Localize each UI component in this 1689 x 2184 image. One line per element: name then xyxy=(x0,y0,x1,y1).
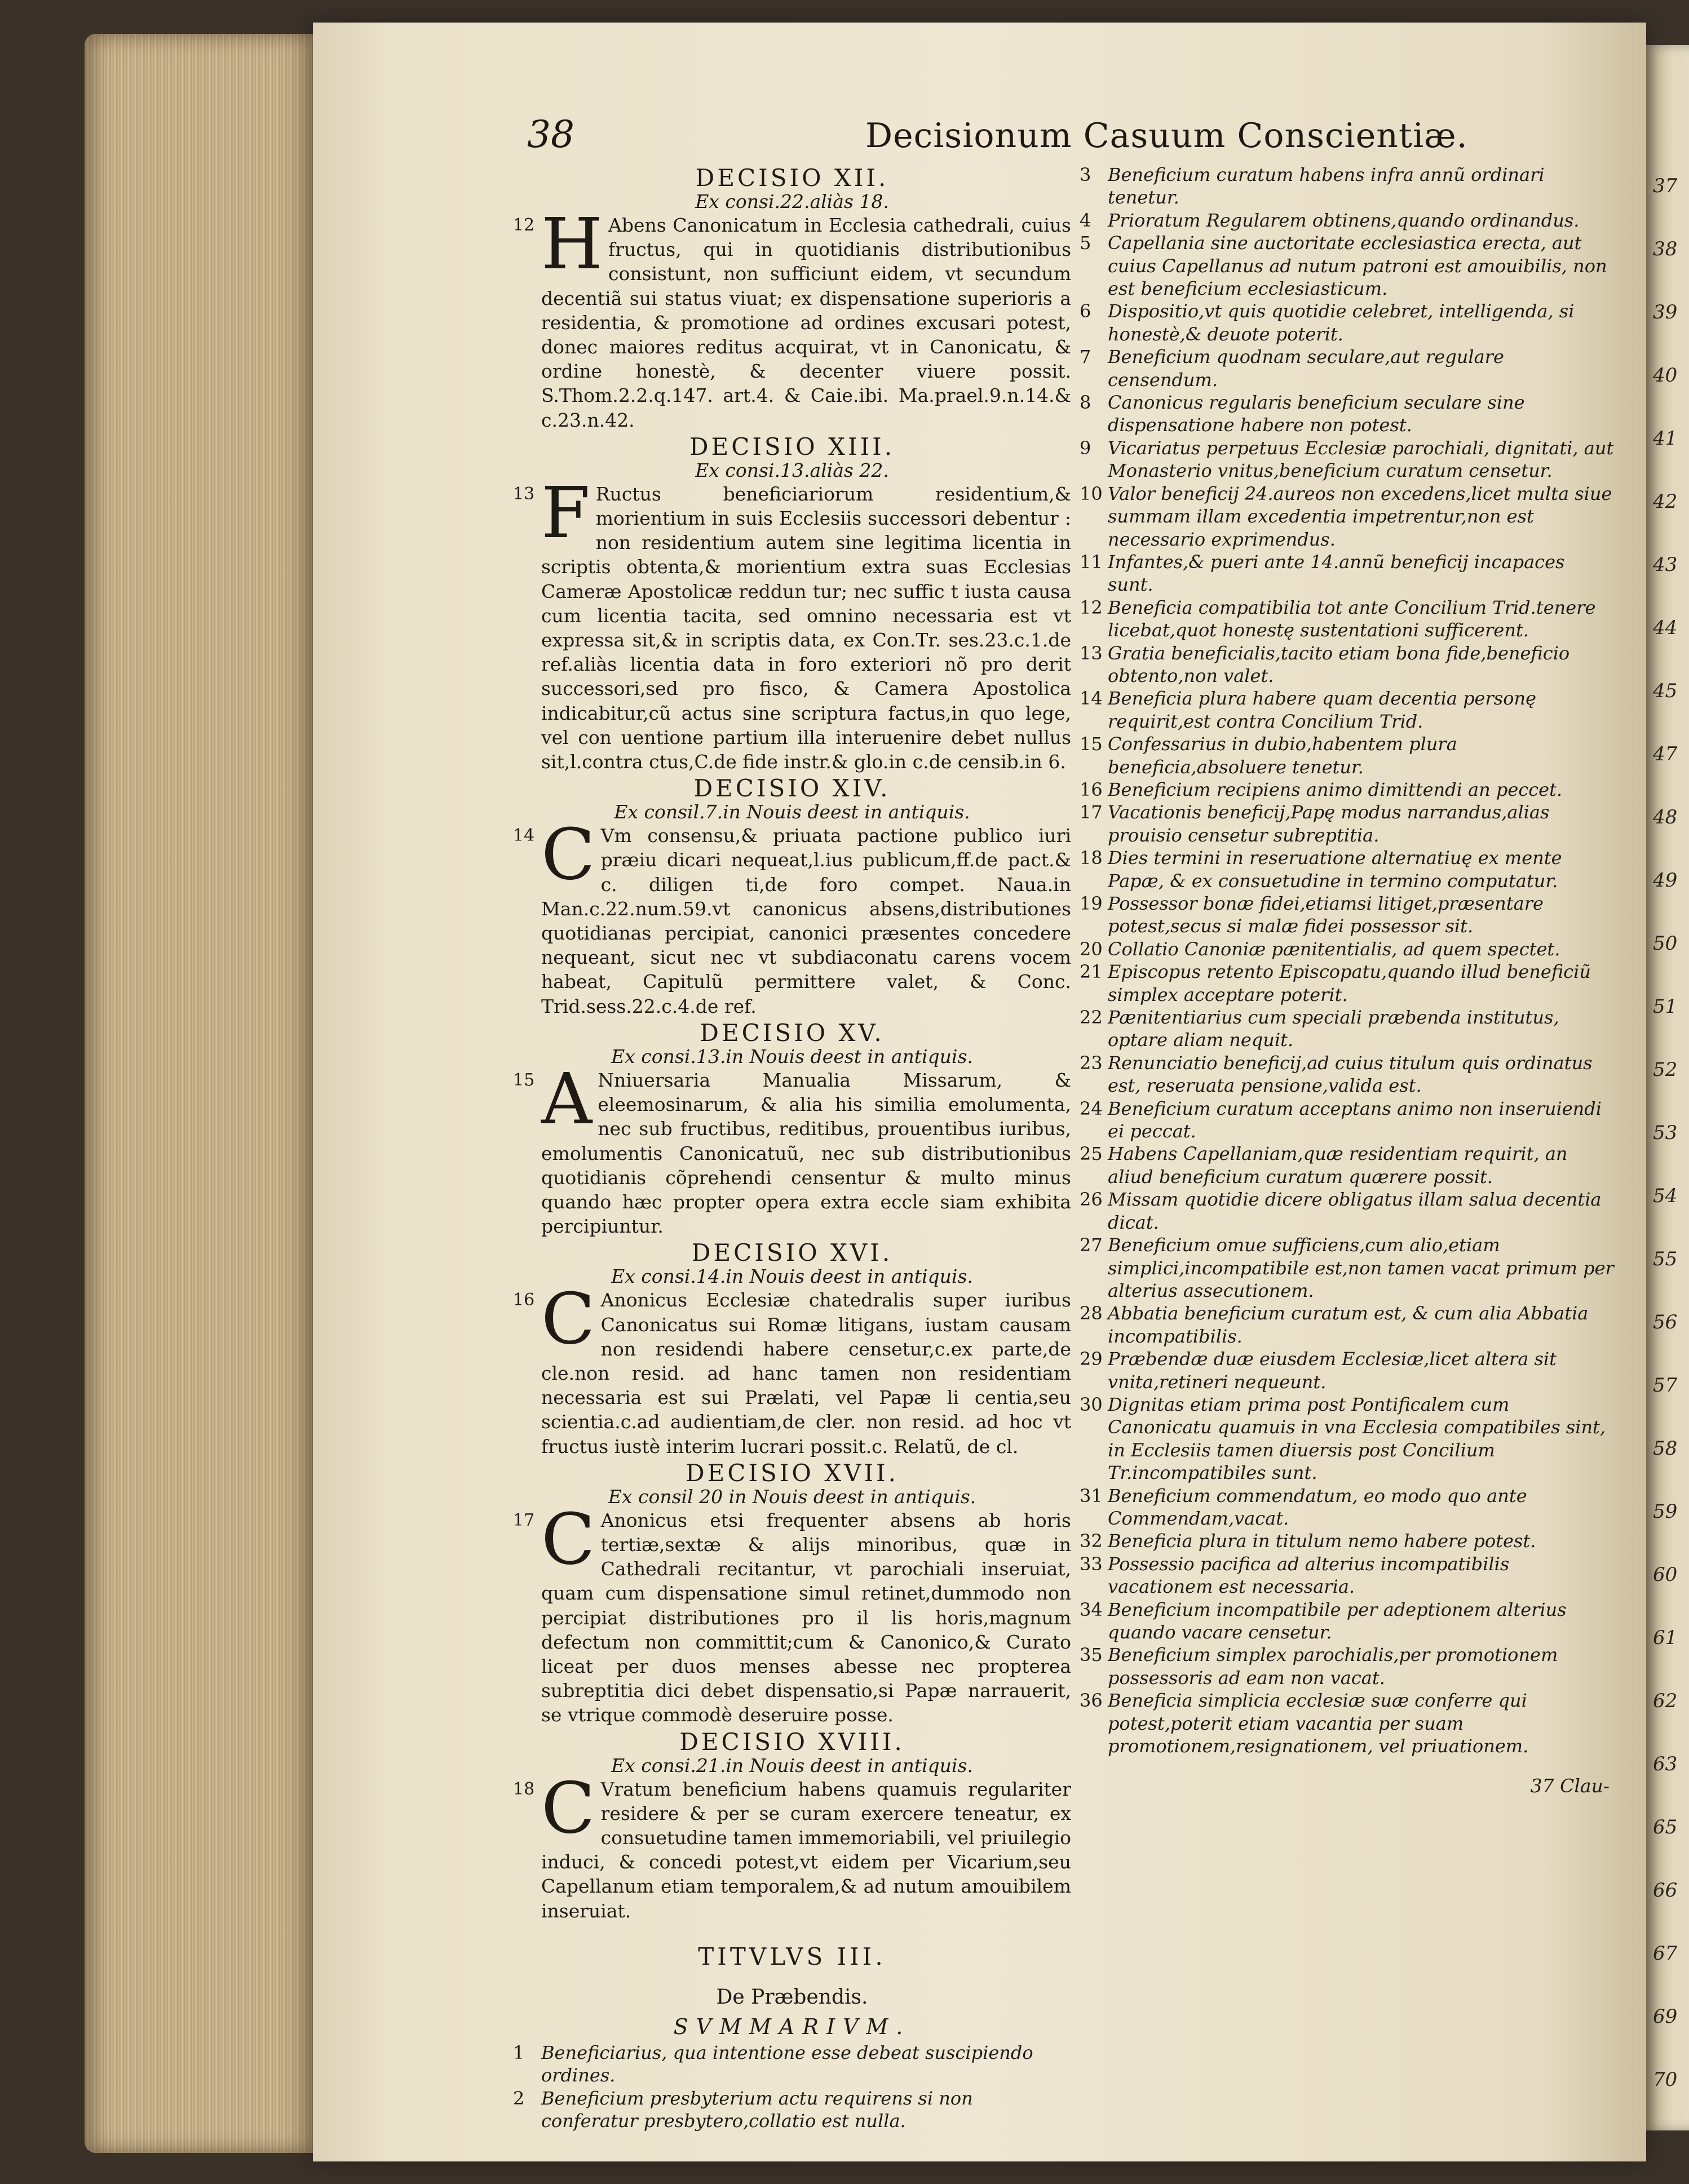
summary-item xyxy=(513,2041,1071,2087)
decision-text xyxy=(513,472,1071,774)
decision-heading: DECISIO XVII. xyxy=(686,1459,899,1487)
summary-item xyxy=(1080,1393,1615,1485)
margin-number: 52 xyxy=(1653,1058,1678,1081)
summary-number: 16 xyxy=(1080,778,1103,800)
margin-number: 58 xyxy=(1653,1437,1678,1460)
summary-item xyxy=(1080,1097,1615,1143)
summary-text: Dies termini in reseruatione alternatiuę ex mente Papæ, & ex consuetudine in termino computatur. xyxy=(1108,847,1562,892)
decision-heading: DECISIO XII. xyxy=(695,164,889,192)
summary-item xyxy=(1080,1302,1615,1348)
margin-number: 69 xyxy=(1653,2005,1678,2028)
summary-number: 23 xyxy=(1080,1052,1103,1074)
summary-text: Beneficia plura in titulum nemo habere potest. xyxy=(1108,1530,1536,1552)
summary-text: Episcopus retento Episcopatu,quando illud beneficiũ simplex acceptare poterit. xyxy=(1108,961,1591,1005)
summary-item xyxy=(1080,391,1615,437)
summary-item xyxy=(1080,1553,1615,1598)
margin-number: 14 xyxy=(513,826,535,846)
summary-number: 7 xyxy=(1080,346,1091,368)
summary-number: 2 xyxy=(513,2087,525,2109)
margin-number: 15 xyxy=(513,1070,535,1090)
margin-number: 39 xyxy=(1653,301,1678,324)
summary-item xyxy=(1080,1142,1615,1188)
summary-text: Beneficium incompatibile per adeptionem alterius quando vacare censetur. xyxy=(1108,1598,1567,1643)
summary-text: Beneficium quodnam seculare,aut regulare censendum. xyxy=(1108,346,1504,391)
decision-heading: DECISIO XV. xyxy=(700,1018,885,1047)
summary-number: 29 xyxy=(1080,1348,1103,1370)
decision-body: Vm consensu,& priuata pactione publico iuri præiu dicari nequeat,l.ius publicum,ff.de pact.& c. diligen ti,de foro compet. Naua.in Man.c.22.num.59.vt canonicus absens,distributiones quotidianas percipiat, canonici præsentes concedere nequeant, sicut nec vt subdiaconatu carens vocem habeat, Capitulũ permittere valet, & Conc. Trid.sess.22.c.4.de ref. xyxy=(541,825,1071,1017)
margin-number: 65 xyxy=(1653,1816,1678,1839)
margin-number: 18 xyxy=(513,1779,535,1799)
summary-text: Dispositio,vt quis quotidie celebret, intelligenda, si honestè,& deuote poterit. xyxy=(1108,300,1575,345)
margin-number: 59 xyxy=(1653,1500,1678,1523)
margin-number: 61 xyxy=(1653,1627,1678,1649)
drop-initial: C xyxy=(541,1767,595,1849)
summary-number: 27 xyxy=(1080,1234,1103,1256)
summary-text: Missam quotidie dicere obligatus illam salua decentia dicat. xyxy=(1108,1189,1602,1233)
margin-number: 63 xyxy=(1653,1753,1678,1775)
summary-item xyxy=(1080,1234,1615,1302)
drop-initial: C xyxy=(541,1498,595,1580)
margin-number: 70 xyxy=(1653,2068,1678,2091)
running-title: Decisionum Casuum Conscientiæ. xyxy=(865,116,1468,156)
summary-item xyxy=(1080,1006,1615,1052)
margin-number: 48 xyxy=(1653,806,1678,829)
summary-text: Beneficium omue sufficiens,cum alio,etiam simplici,incompatibile est,non tamen vacat primum per alterius assecutionem. xyxy=(1108,1234,1614,1301)
summary-text: Beneficia simplicia ecclesiæ suæ conferre qui potest,poterit etiam vacantia per suam promotionem,resignationem, vel priuationem. xyxy=(1108,1690,1529,1757)
summary-item xyxy=(1080,1530,1615,1552)
summary-item xyxy=(1080,232,1615,300)
summary-item xyxy=(1080,1689,1615,1757)
summary-item xyxy=(1080,437,1615,482)
summary-text: Infantes,& pueri ante 14.annũ beneficij incapaces sunt. xyxy=(1108,551,1565,596)
summary-item xyxy=(1080,551,1615,596)
summary-text: Pænitentiarius cum speciali præbenda institutus, optare aliam nequit. xyxy=(1108,1007,1559,1051)
summary-item xyxy=(1080,801,1615,847)
margin-number: 54 xyxy=(1653,1185,1678,1207)
decision-body: Anonicus etsi frequenter absens ab horis tertiæ,sextæ & alijs minoribus, quæ in Cathedrali recitantur, vt parochiali inseruiat, quam cum dispensatione simul retinet,dummodo non percipiat distributiones pro il lis horis,magnum defectum non committit;cum & Canonico,& Curato liceat per duos menses abesse nec propterea subreptitia dici debet dispensatio,si Papæ narrauerit, se vtrique commodè deseruire posse. xyxy=(541,1509,1071,1726)
decision-text xyxy=(513,814,1071,1018)
margin-number: 51 xyxy=(1653,995,1678,1018)
summary-number: 33 xyxy=(1080,1553,1103,1575)
decision-reference: Ex consi.21.in Nouis deest in antiquis. xyxy=(611,1754,973,1777)
summary-text: Canonicus regularis beneficium seculare sine dispensatione habere non potest. xyxy=(1108,392,1525,436)
summary-text: Prioratum Regularem obtinens,quando ordinandus. xyxy=(1108,209,1580,231)
summary-number: 10 xyxy=(1080,482,1103,504)
margin-number: 67 xyxy=(1653,1942,1678,1965)
summary-text: Beneficium recipiens animo dimittendi an peccet. xyxy=(1108,778,1563,800)
decision-body: Ructus beneficiariorum residentium,& morientium in suis Ecclesiis successori debentur : non residentium autem sine legitima licentia in scriptis obtenta,& morientium extra suas Ecclesias Cameræ Apostolicæ reddun tur; nec suffic t iusta causa cum licentia tacita, sed omnino necessaria est vt expressa sit,& in scriptis data, ex Con.Tr. ses.23.c.1.de ref.aliàs licentia data in foro exteriori nõ pro derit successori,sed pro fisco, & Camera Apostolica indicabitur,cũ actus sine scriptura factus,in quo lege, vel con uentione partium illa interuenire debet nullus sit,l.contra ctus,C.de fide instr.& glo.in c.de censib.in 6. xyxy=(541,482,1071,773)
summary-item xyxy=(1080,1188,1615,1234)
summary-number: 26 xyxy=(1080,1189,1103,1211)
summary-item xyxy=(513,2087,1071,2133)
summary-number: 3 xyxy=(1080,164,1091,185)
margin-number: 45 xyxy=(1653,680,1678,702)
decision-reference: Ex consi.13.in Nouis deest in antiquis. xyxy=(611,1045,973,1067)
summary-number: 8 xyxy=(1080,392,1091,414)
titulus-subheading: De Præbendis. xyxy=(716,1985,868,2009)
summary-item xyxy=(1080,642,1615,688)
margin-number: 60 xyxy=(1653,1563,1678,1586)
summary-item xyxy=(1080,938,1615,960)
summary-item xyxy=(1080,960,1615,1006)
summary-number: 1 xyxy=(513,2041,525,2063)
decision-reference: Ex consi.14.in Nouis deest in antiquis. xyxy=(611,1265,973,1288)
decision-text xyxy=(513,1058,1071,1238)
margin-number: 41 xyxy=(1653,427,1678,450)
next-page-margin-numbers xyxy=(1653,45,1689,2130)
margin-number: 44 xyxy=(1653,617,1678,639)
summary-number: 35 xyxy=(1080,1644,1103,1666)
summary-number: 13 xyxy=(1080,642,1103,664)
decision-text xyxy=(513,203,1071,432)
page-header xyxy=(527,113,1615,163)
drop-initial: A xyxy=(541,1058,593,1140)
summary-number: 9 xyxy=(1080,437,1091,459)
summary-text: Beneficium curatum habens infra annũ ordinari tenetur. xyxy=(1108,164,1545,209)
summary-number: 6 xyxy=(1080,300,1091,322)
summary-number: 30 xyxy=(1080,1393,1103,1415)
page-number: 38 xyxy=(527,113,574,156)
summary-item xyxy=(1080,1643,1615,1689)
margin-number: 49 xyxy=(1653,869,1678,892)
catchword: 37 Clau- xyxy=(1530,1775,1610,1797)
summary-text: Confessarius in dubio,habentem plura beneficia,absoluere tenetur. xyxy=(1108,733,1457,778)
margin-number: 12 xyxy=(513,215,535,235)
summary-number: 19 xyxy=(1080,893,1103,914)
summary-text: Possessor bonæ fidei,etiamsi litiget,præsentare potest,secus si malæ fidei possessor sit. xyxy=(1108,893,1544,937)
margin-number: 50 xyxy=(1653,932,1678,955)
summary-text: Beneficium simplex parochialis,per promotionem possessoris ad eam non vacat. xyxy=(1108,1644,1558,1689)
summary-text: Beneficium commendatum, eo modo quo ante Commendam,vacat. xyxy=(1108,1485,1527,1529)
drop-initial: H xyxy=(541,203,603,285)
decision-text xyxy=(513,1767,1071,1923)
summary-item xyxy=(1080,1485,1615,1530)
margin-number: 55 xyxy=(1653,1248,1678,1270)
margin-number: 13 xyxy=(513,484,535,504)
summary-text: Gratia beneficialis,tacito etiam bona fide,beneficio obtento,non valet. xyxy=(1108,642,1570,686)
margin-number: 47 xyxy=(1653,743,1678,765)
summary-number: 22 xyxy=(1080,1007,1103,1029)
page-edges xyxy=(85,34,313,2153)
summary-number: 36 xyxy=(1080,1690,1103,1712)
margin-number: 38 xyxy=(1653,238,1678,260)
decision-body: Nniuersaria Manualia Missarum, & eleemosinarum, & alia his similia emolumenta, nec sub fructibus, reditibus, prouentibus iuribus, emolumentis Canonicatuũ, nec sub distributionibus quotidianis cõprehendi censentur & multo minus quando hæc propter opera extra eccle siam exhibita percipiuntur. xyxy=(541,1069,1071,1238)
summary-item xyxy=(1080,482,1615,551)
summary-text: Vicariatus perpetuus Ecclesiæ parochiali, dignitati, aut Monasterio vnitus,beneficium curatum censetur. xyxy=(1108,437,1614,482)
summary-item xyxy=(1080,345,1615,391)
drop-initial: C xyxy=(541,1278,595,1361)
summary-text: Collatio Canoniæ pænitentialis, ad quem spectet. xyxy=(1108,938,1560,960)
summary-text: Beneficia compatibilia tot ante Concilium Trid.tenere licebat,quot honestę sustentationi sufficerent. xyxy=(1108,596,1596,641)
summary-number: 17 xyxy=(1080,801,1103,823)
summary-number: 31 xyxy=(1080,1485,1103,1507)
margin-number: 37 xyxy=(1653,175,1678,197)
decision-heading: DECISIO XVIII. xyxy=(679,1727,905,1756)
margin-number: 17 xyxy=(513,1510,535,1530)
summary-item xyxy=(1080,1598,1615,1644)
decision-reference: Ex consi.22.aliàs 18. xyxy=(695,191,889,212)
summary-number: 12 xyxy=(1080,596,1103,618)
summary-number: 4 xyxy=(1080,209,1091,231)
decision-reference: Ex consil.7.in Nouis deest in antiquis. xyxy=(614,801,970,823)
summary-item xyxy=(1080,892,1615,938)
summary-text: Abbatia beneficium curatum est, & cum alia Abbatia incompatibilis. xyxy=(1108,1303,1589,1347)
decision-body: Anonicus Ecclesiæ chatedralis super iuribus Canonicatus sui Romæ litigans, iustam causam non residendi habere censetur,c.ex parte,de cle.non resid. ad hanc tamen non residentiam necessaria est sui Prælati, vel Papæ li centia,seu scientia.c.ad audientiam,de cler. non resid. ad hoc vt fructus iustè interim lucrari possit.c. Relatũ, de cl. xyxy=(541,1289,1071,1458)
summary-text: Valor beneficij 24.aureos non excedens,licet multa siue summam illam excedentia impetrentur,non est necessario exprimendus. xyxy=(1108,482,1612,550)
decision-body: Abens Canonicatum in Ecclesia cathedrali, cuius fructus, qui in quotidianis distributionibus consistunt, non sufficiunt eidem, vt secundum decentiã sui status viuat; ex dispensatione superioris a residentia, & promotione ad ordines excusari potest, donec maiores reditus acquirat, vt in Canonicatu, & ordine honestè, & decenter viuere possit. S.Thom.2.2.q.147. art.4. & Caie.ibi. Ma.prael.9.n.14.& c.23.n.42. xyxy=(541,214,1071,431)
drop-initial: C xyxy=(541,814,595,896)
summarium-heading: SVMMARIVM. xyxy=(673,2014,911,2039)
margin-number: 53 xyxy=(1653,1122,1678,1144)
margin-number: 56 xyxy=(1653,1311,1678,1334)
decision-text xyxy=(513,1278,1071,1458)
decision-heading: DECISIO XIII. xyxy=(689,432,895,460)
summary-number: 14 xyxy=(1080,688,1103,710)
decision-body: Vratum beneficium habens quamuis regulariter residere & per se curam exercere teneatur, ex consuetudine tamen immemoriabili, vel priuilegio induci, & concedi potest,vt eidem per Vicarium,seu Capellanum etiam temporalem,& ad nutum amouibilem inseruiat. xyxy=(541,1778,1071,1922)
summary-text: Beneficia plura habere quam decentia personę requirit,est contra Concilium Trid. xyxy=(1108,688,1537,732)
summary-item xyxy=(1080,1052,1615,1097)
summary-number: 34 xyxy=(1080,1598,1103,1620)
summary-text: Possessio pacifica ad alterius incompatibilis vacationem est necessaria. xyxy=(1108,1553,1510,1598)
margin-number: 62 xyxy=(1653,1690,1678,1712)
summary-text: Renunciatio beneficij,ad cuius titulum quis ordinatus est, reseruata pensione,valida est. xyxy=(1108,1052,1593,1097)
margin-number: 57 xyxy=(1653,1374,1678,1397)
summary-number: 18 xyxy=(1080,847,1103,869)
summary-item xyxy=(1080,209,1615,232)
summary-text: Capellania sine auctoritate ecclesiastica erecta, aut cuius Capellanus ad nutum patroni est amouibilis, non est beneficium ecclesiasticum. xyxy=(1108,232,1607,300)
next-page-edge xyxy=(1646,45,1689,2130)
summary-text: Vacationis beneficij,Papę modus narrandus,alias prouisio censetur subreptitia. xyxy=(1108,801,1550,846)
summary-number: 25 xyxy=(1080,1143,1103,1165)
summary-number: 21 xyxy=(1080,961,1103,983)
summary-text: Habens Capellaniam,quæ residentiam requirit, an aliud beneficium curatum quærere possit. xyxy=(1108,1143,1568,1188)
decision-reference: Ex consil 20 in Nouis deest in antiquis. xyxy=(608,1485,976,1508)
margin-number: 66 xyxy=(1653,1879,1678,1902)
decision-text xyxy=(513,1498,1071,1727)
summary-number: 11 xyxy=(1080,551,1103,573)
summary-item xyxy=(1080,163,1615,209)
summary-item xyxy=(1080,300,1615,345)
summary-number: 24 xyxy=(1080,1097,1103,1119)
right-column xyxy=(1080,163,1615,1797)
summary-number: 15 xyxy=(1080,733,1103,755)
decision-heading: DECISIO XVI. xyxy=(691,1239,893,1267)
summary-text: Beneficium curatum acceptans animo non inseruiendi ei peccat. xyxy=(1108,1097,1602,1142)
left-column xyxy=(513,163,1071,2132)
margin-number: 42 xyxy=(1653,490,1678,513)
summary-text: Beneficium presbyterium actu requirens si non conferatur presbytero,collatio est nulla. xyxy=(541,2087,973,2132)
summary-item xyxy=(1080,1348,1615,1393)
summary-number: 20 xyxy=(1080,938,1103,960)
summary-number: 5 xyxy=(1080,232,1091,254)
summary-item xyxy=(1080,596,1615,642)
titulus-heading: TITVLVS III. xyxy=(698,1942,886,1970)
margin-number: 16 xyxy=(513,1290,535,1310)
summary-text: Beneficiarius, qua intentione esse debeat suscipiendo ordines. xyxy=(541,2041,1033,2086)
summary-item xyxy=(1080,733,1615,778)
margin-number: 40 xyxy=(1653,364,1678,387)
summary-text: Præbendæ duæ eiusdem Ecclesiæ,licet altera sit vnita,retineri nequeunt. xyxy=(1108,1348,1557,1393)
drop-initial: F xyxy=(541,472,590,554)
summary-item xyxy=(1080,847,1615,892)
margin-number: 43 xyxy=(1653,553,1678,576)
summary-number: 32 xyxy=(1080,1530,1103,1552)
summary-number: 28 xyxy=(1080,1303,1103,1324)
summary-item xyxy=(1080,687,1615,733)
summary-item xyxy=(1080,778,1615,801)
decision-heading: DECISIO XIV. xyxy=(693,774,891,803)
summary-text: Dignitas etiam prima post Pontificalem cum Canonicatu quamuis in vna Ecclesia compatibiles sint, in Ecclesiis tamen diuersis post Concilium Tr.incompatibiles sunt. xyxy=(1108,1393,1606,1484)
decision-reference: Ex consi.13.aliàs 22. xyxy=(695,459,889,481)
